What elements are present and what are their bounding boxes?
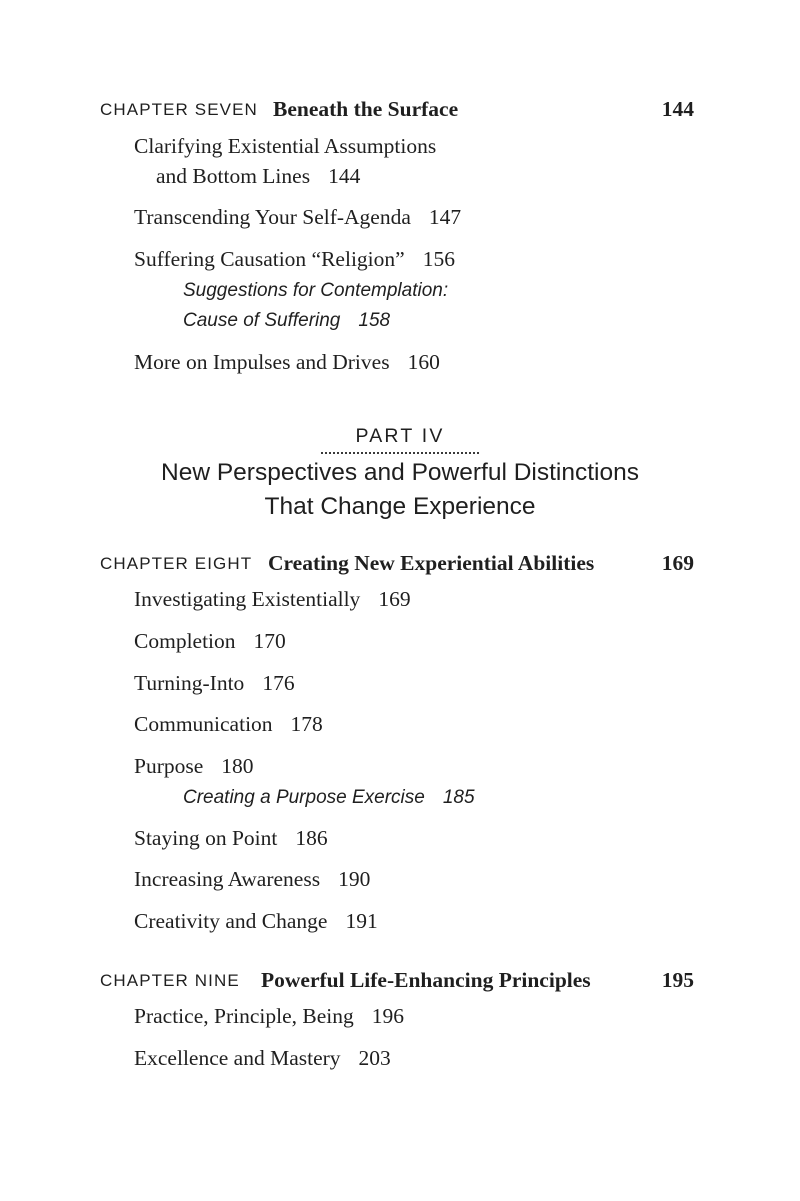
toc-entry[interactable] xyxy=(134,671,295,696)
toc-entry-page: 176 xyxy=(262,671,295,695)
toc-entry-continuation[interactable] xyxy=(156,164,360,189)
toc-entry-text: Completion xyxy=(134,629,236,653)
toc-entry-page: 191 xyxy=(345,909,378,933)
toc-entry-text: Turning-Into xyxy=(134,671,245,695)
toc-entry-page: 169 xyxy=(378,587,411,611)
toc-entry-text: Investigating Existentially xyxy=(134,587,361,611)
toc-entry[interactable] xyxy=(134,1046,391,1071)
toc-entry[interactable] xyxy=(134,629,286,654)
toc-subentry-page: 185 xyxy=(442,787,475,808)
chapter-label: CHAPTER EIGHT xyxy=(100,554,253,573)
chapter-label: CHAPTER NINE xyxy=(100,971,240,990)
part-title-line-2[interactable]: That Change Experience xyxy=(264,493,536,520)
toc-entry-page: 180 xyxy=(221,754,254,778)
toc-entry[interactable] xyxy=(134,205,461,230)
toc-entry-page: 160 xyxy=(407,350,440,374)
toc-entry-page: 196 xyxy=(371,1004,404,1028)
chapter-page-number: 169 xyxy=(661,551,694,575)
toc-entry-text: Purpose xyxy=(134,754,204,778)
toc-entry-text: Practice, Principle, Being xyxy=(134,1004,354,1028)
dotted-rule xyxy=(321,452,479,454)
toc-subentry-page: 158 xyxy=(358,310,391,331)
toc-entry[interactable] xyxy=(134,587,411,612)
toc-subentry[interactable] xyxy=(183,280,448,302)
toc-subentry-continuation[interactable] xyxy=(183,310,390,332)
toc-entry[interactable] xyxy=(134,247,455,272)
toc-entry-text: Communication xyxy=(134,712,273,736)
toc-entry[interactable] xyxy=(134,350,440,375)
toc-entry[interactable] xyxy=(134,134,436,159)
chapter-title[interactable]: Creating New Experiential Abilities xyxy=(268,551,595,575)
toc-entry-page: 203 xyxy=(358,1046,391,1070)
toc-entry-page: 178 xyxy=(290,712,323,736)
toc-entry-text: Transcending Your Self-Agenda xyxy=(134,205,411,229)
chapter-title[interactable]: Powerful Life-Enhancing Principles xyxy=(261,968,591,992)
toc-entry[interactable] xyxy=(134,867,370,892)
chapter-title[interactable]: Beneath the Surface xyxy=(273,97,459,121)
chapter-page-number: 144 xyxy=(661,97,694,121)
toc-entry[interactable] xyxy=(134,1004,404,1029)
toc-entry-text: and Bottom Lines xyxy=(156,164,311,188)
toc-entry-text: More on Impulses and Drives xyxy=(134,350,390,374)
toc-entry-page: 156 xyxy=(422,247,455,271)
toc-entry-text: Clarifying Existential Assumptions xyxy=(134,134,437,158)
toc-subentry-text: Cause of Suffering xyxy=(183,310,341,331)
toc-entry-text: Creativity and Change xyxy=(134,909,328,933)
toc-subentry-text: Creating a Purpose Exercise xyxy=(183,787,425,808)
toc-entry[interactable] xyxy=(134,754,254,779)
toc-entry-page: 170 xyxy=(253,629,286,653)
part-title-line-1[interactable]: New Perspectives and Powerful Distinctions xyxy=(161,459,639,486)
toc-entry-text: Increasing Awareness xyxy=(134,867,321,891)
toc-entry-page: 186 xyxy=(295,826,328,850)
toc-entry-text: Excellence and Mastery xyxy=(134,1046,341,1070)
toc-entry-text: Staying on Point xyxy=(134,826,278,850)
part-label: PART IV xyxy=(355,425,445,447)
chapter-label: CHAPTER SEVEN xyxy=(100,100,258,119)
toc-entry-page: 190 xyxy=(338,867,371,891)
toc-entry-text: Suffering Causation “Religion” xyxy=(134,247,405,271)
toc-entry[interactable] xyxy=(134,826,328,851)
toc-subentry[interactable] xyxy=(183,787,475,809)
toc-entry-page: 147 xyxy=(428,205,462,229)
toc-entry[interactable] xyxy=(134,909,378,934)
toc-entry[interactable] xyxy=(134,712,323,737)
chapter-page-number: 195 xyxy=(661,968,694,992)
toc-entry-page: 144 xyxy=(328,164,361,188)
toc-subentry-text: Suggestions for Contemplation: xyxy=(183,280,449,301)
